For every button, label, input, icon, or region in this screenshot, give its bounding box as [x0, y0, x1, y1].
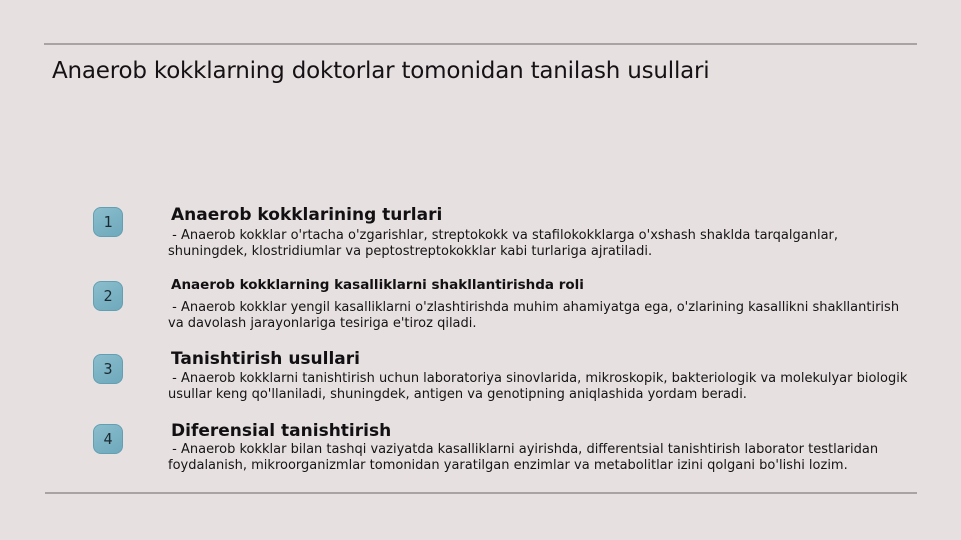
- item-heading: Anaerob kokklarning kasalliklarni shakllantirishda roli: [171, 277, 584, 293]
- item-number: 2: [103, 287, 113, 305]
- item-heading: Tanishtirish usullari: [171, 349, 360, 369]
- item-heading: Diferensial tanishtirish: [171, 421, 392, 441]
- item-number: 4: [103, 430, 113, 448]
- item-body: - Anaerob kokklarni tanishtirish uchun laboratoriya sinovlarida, mikroskopik, bakteriologik va molekulyar biologik usullar keng qo'llaniladi, shuningdek, antigen va genotipning aniqlashida yordam beradi.: [168, 371, 912, 403]
- item-number: 1: [103, 213, 113, 231]
- item-number-badge: [93, 424, 123, 454]
- item-number-badge: [93, 207, 123, 237]
- item-number-badge: [93, 281, 123, 311]
- item-number: 3: [103, 360, 113, 378]
- item-body: - Anaerob kokklar o'rtacha o'zgarishlar, streptokokk va stafilokokklarga o'xshash shaklda tarqalganlar, shuningdek, klostridiumlar va peptostreptokokklar kabi turlariga ajratiladi.: [168, 228, 843, 260]
- item-body: - Anaerob kokklar bilan tashqi vaziyatda kasalliklarni ayirishda, differentsial tanishtirish laborator testlaridan foydalanish, mikroorganizmlar tomonidan yaratilgan enzimlar va metabolitlar izini qolgani bo'lishi lozim.: [168, 442, 883, 474]
- item-heading: Anaerob kokklarining turlari: [171, 205, 443, 225]
- page-title: Anaerob kokklarning doktorlar tomonidan tanilash usullari: [52, 58, 710, 84]
- bottom-divider: [45, 492, 917, 494]
- top-divider: [44, 43, 917, 45]
- item-number-badge: [93, 354, 123, 384]
- item-body: - Anaerob kokklar yengil kasalliklarni o'zlashtirishda muhim ahamiyatga ega, o'zlarining kasallikni shakllantirish va davolash jarayonlariga tesiriga e'tiroz qiladi.: [168, 300, 904, 332]
